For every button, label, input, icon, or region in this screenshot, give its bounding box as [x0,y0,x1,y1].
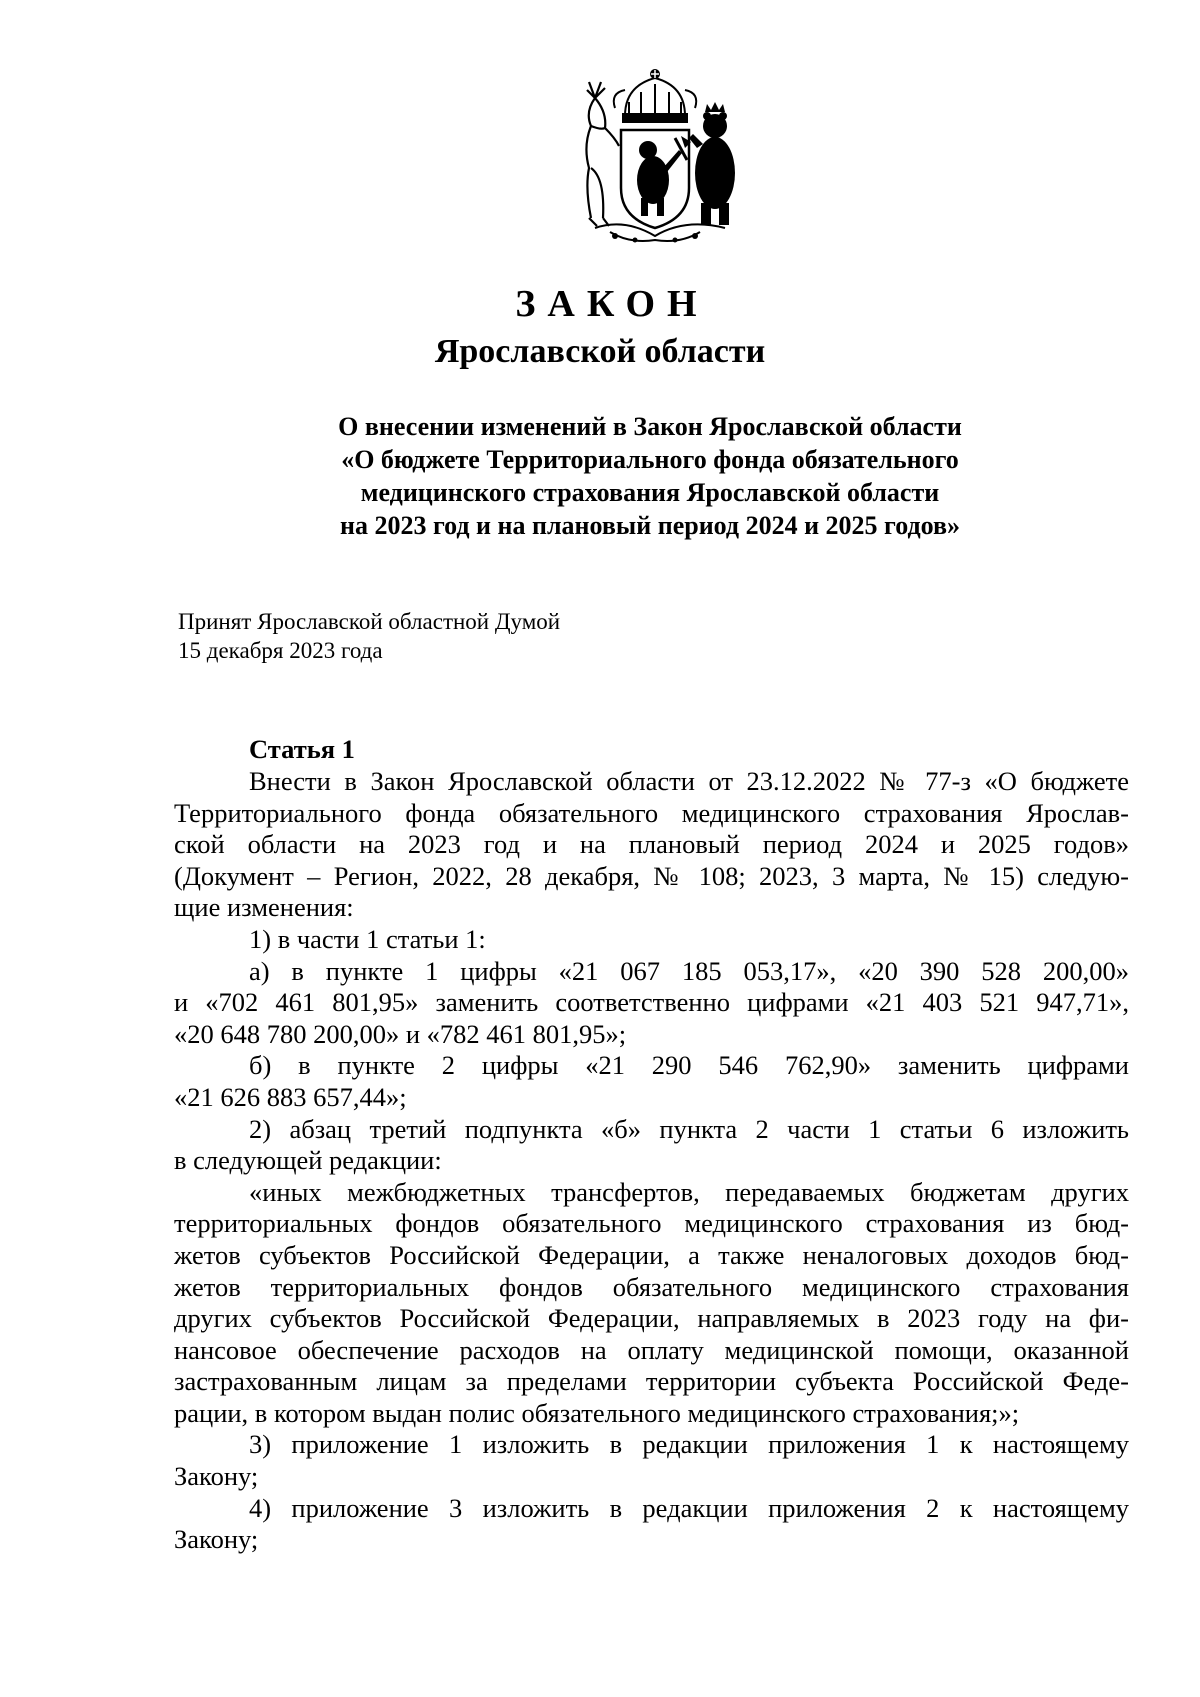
text-line: «20 648 780 200,00» и «782 461 801,95»; [174,1018,627,1049]
text-line: нансовое обеспечение расходов на оплату медицинской помощи, оказанной [174,1334,1129,1365]
text-line: территориальных фондов обязательного медицинского страхования из бюд- [174,1208,1129,1239]
text-line: в следующей редакции: [174,1145,442,1176]
subject-line: «О бюджете Территориального фонда обязательного [341,445,959,474]
text-line: ской области на 2023 год и на плановый период 2024 и 2025 годов» [174,829,1129,860]
text-line: 3) приложение 1 изложить в редакции приложения 1 к настоящему [249,1429,1129,1460]
text-line: жетов территориальных фондов обязательного медицинского страхования [174,1271,1129,1302]
text-line: 2) абзац третий подпункта «б» пункта 2 части 1 статьи 6 изложить [249,1113,1129,1144]
article-heading: Статья 1 [249,734,355,764]
text-line: (Документ – Регион, 2022, 28 декабря, № 108; 2023, 3 марта, № 15) следую- [174,860,1129,891]
yaroslavl-oblast-coat-of-arms-icon [555,68,755,246]
text-line: 1) в части 1 статьи 1: [249,923,486,954]
text-line: других субъектов Российской Федерации, направляемых в 2023 году на фи- [174,1303,1129,1334]
text-line: а) в пункте 1 цифры «21 067 185 053,17», «20 390 528 200,00» [249,955,1129,986]
adoption-info [178,607,560,665]
adoption-body: Принят Ярославской областной Думой [178,609,561,634]
adoption-date: 15 декабря 2023 года [178,638,383,663]
text-line: 4) приложение 3 изложить в редакции приложения 2 к настоящему [249,1492,1129,1523]
region-title: Ярославской области [434,333,766,370]
subject-line: О внесении изменений в Закон Ярославской области [338,412,962,441]
text-line: застрахованным лицам за пределами территории субъекта Российской Феде- [174,1366,1129,1397]
subject-line: медицинского страхования Ярославской области [360,478,940,507]
text-line: «21 626 883 657,44»; [174,1081,407,1112]
text-line: щие изменения: [174,892,354,923]
law-subject-title [180,410,1120,542]
text-line: «иных межбюджетных трансфертов, передаваемых бюджетам других [249,1176,1129,1207]
text-line: Территориального фонда обязательного медицинского страхования Ярослав- [174,797,1129,828]
subject-line: на 2023 год и на плановый период 2024 и 2025 годов» [339,511,961,540]
text-line: и «702 461 801,95» заменить соответственно цифрами «21 403 521 947,71», [174,987,1129,1018]
text-line: жетов субъектов Российской Федерации, а также неналоговых доходов бюд- [174,1239,1129,1270]
document-type-title: ЗАКОН [515,283,709,325]
text-line: Внести в Закон Ярославской области от 23.12.2022 № 77-з «О бюджете [249,766,1129,796]
article-body [174,766,1129,1556]
text-line: б) в пункте 2 цифры «21 290 546 762,90» заменить цифрами [249,1050,1129,1081]
text-line: Закону; [174,1524,259,1555]
text-line: рации, в котором выдан полис обязательного медицинского страхования;»; [174,1397,1020,1428]
text-line: Закону; [174,1461,259,1492]
